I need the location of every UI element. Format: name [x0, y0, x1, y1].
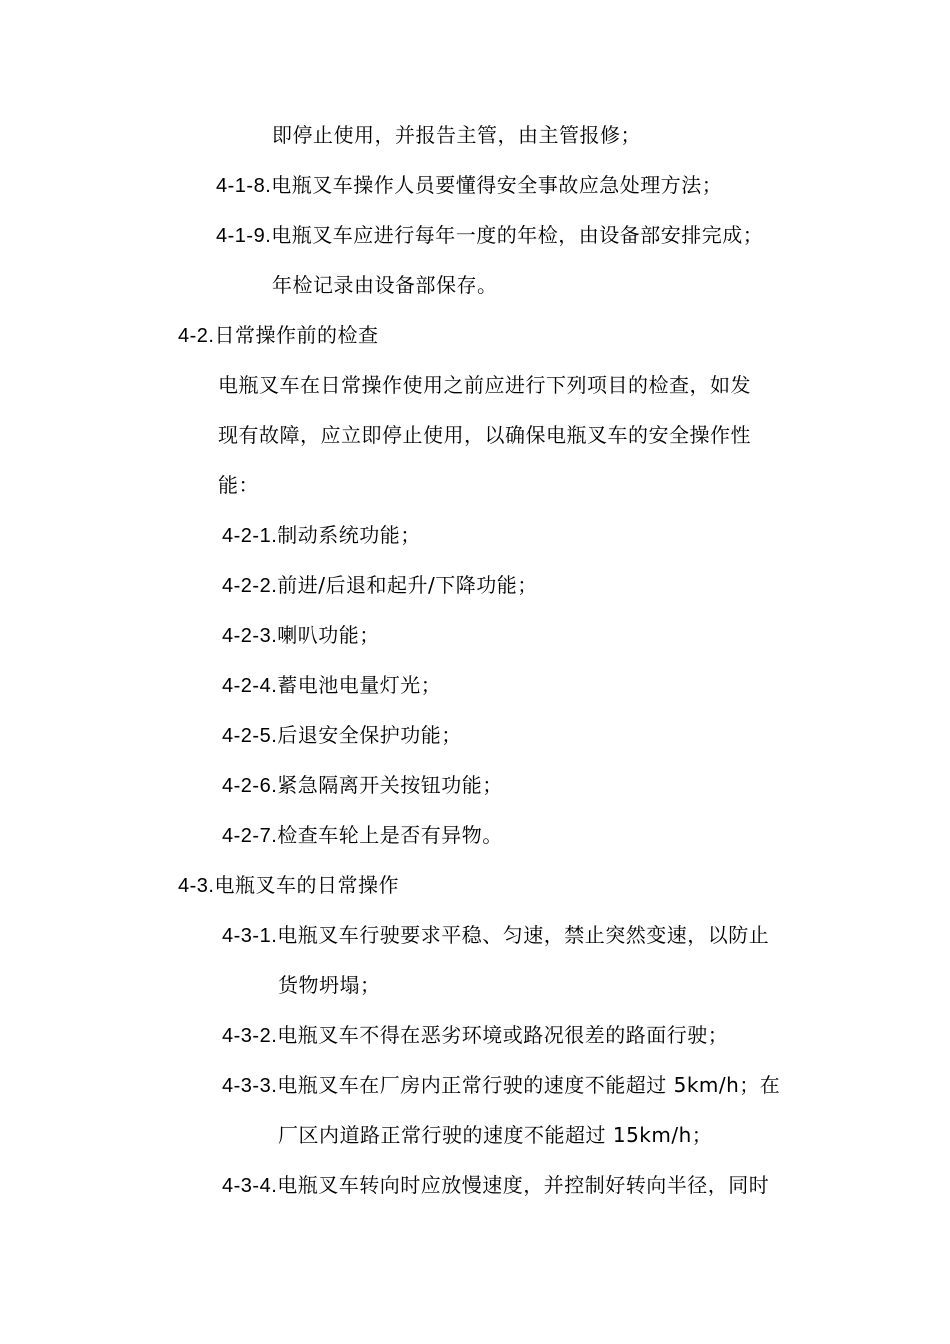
- doc-line: [278, 971, 381, 999]
- line-text: 制动系统功能；: [277, 523, 421, 547]
- doc-line: [218, 471, 259, 499]
- line-text: 检查车轮上是否有异物。: [277, 823, 503, 847]
- item-number: 4-2-5.: [222, 725, 278, 747]
- item-number: 4-3-2.: [222, 1025, 278, 1047]
- section-heading: [178, 321, 378, 350]
- doc-line: [222, 621, 380, 650]
- line-text: 紧急隔离开关按钮功能；: [277, 773, 503, 797]
- item-number: 4-2-1.: [222, 525, 278, 547]
- doc-line: [218, 371, 751, 399]
- line-text: 电瓶叉车行驶要求平稳、匀速，禁止突然变速，以防止: [277, 923, 770, 947]
- line-text: 年检记录由设备部保存。: [272, 273, 498, 297]
- item-number: 4-2-6.: [222, 775, 278, 797]
- item-number: 4-2-2.: [222, 575, 278, 597]
- line-text: 后退安全保护功能；: [277, 723, 462, 747]
- doc-line: [222, 1071, 780, 1100]
- line-text: 电瓶叉车在日常操作使用之前应进行下列项目的检查，如发: [218, 373, 751, 397]
- item-number: 4-3-3.: [222, 1075, 278, 1097]
- line-text: 电瓶叉车在厂房内正常行驶的速度不能超过 5km/h；在: [277, 1073, 781, 1097]
- doc-line: [272, 271, 498, 299]
- doc-line: [222, 821, 503, 850]
- section-number: 4-3.: [178, 875, 215, 897]
- item-number: 4-2-4.: [222, 675, 278, 697]
- item-number: 4-3-4.: [222, 1175, 278, 1197]
- doc-line: [222, 1021, 728, 1050]
- line-text: 喇叭功能；: [277, 623, 380, 647]
- doc-line: [216, 171, 722, 200]
- doc-line: [216, 221, 763, 250]
- item-number: 4-2-7.: [222, 825, 278, 847]
- section-heading: [178, 871, 399, 900]
- item-number: 4-3-1.: [222, 925, 278, 947]
- doc-line: [218, 421, 751, 449]
- doc-line: [222, 671, 441, 700]
- line-text: 前进/后退和起升/下降功能；: [277, 573, 538, 597]
- doc-line: [272, 121, 641, 149]
- line-text: 电瓶叉车应进行每年一度的年检，由设备部安排完成；: [271, 223, 764, 247]
- item-number: 4-2-3.: [222, 625, 278, 647]
- section-title: 电瓶叉车的日常操作: [214, 873, 399, 897]
- line-text: 厂区内道路正常行驶的速度不能超过 15km/h；: [278, 1123, 713, 1147]
- section-number: 4-2.: [178, 325, 215, 347]
- doc-line: [278, 1121, 712, 1149]
- line-text: 能：: [218, 473, 259, 497]
- line-text: 电瓶叉车不得在恶劣环境或路况很差的路面行驶；: [277, 1023, 729, 1047]
- line-text: 即停止使用，并报告主管，由主管报修；: [272, 123, 641, 147]
- doc-line: [222, 521, 421, 550]
- doc-line: [222, 571, 538, 600]
- line-text: 货物坍塌；: [278, 973, 381, 997]
- line-text: 现有故障，应立即停止使用，以确保电瓶叉车的安全操作性: [218, 423, 751, 447]
- doc-line: [222, 771, 503, 800]
- line-text: 电瓶叉车转向时应放慢速度，并控制好转向半径，同时: [277, 1173, 770, 1197]
- doc-line: [222, 1171, 769, 1200]
- line-text: 电瓶叉车操作人员要懂得安全事故应急处理方法；: [271, 173, 723, 197]
- doc-line: [222, 921, 769, 950]
- line-text: 蓄电池电量灯光；: [277, 673, 442, 697]
- doc-line: [222, 721, 462, 750]
- item-number: 4-1-9.: [216, 225, 272, 247]
- section-title: 日常操作前的检查: [214, 323, 379, 347]
- item-number: 4-1-8.: [216, 175, 272, 197]
